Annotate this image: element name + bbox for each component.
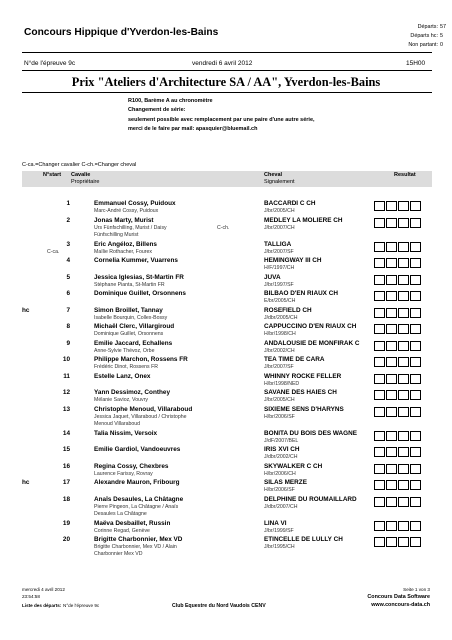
result-box	[398, 464, 409, 474]
col-signalement: Signalement	[264, 179, 295, 185]
result-box	[374, 201, 385, 211]
rider-name: Philippe Marchon, Rossens FR	[94, 356, 188, 363]
hc-flag: hc	[22, 306, 30, 314]
horse-signalement: J/br/1997/SF	[264, 281, 294, 288]
hc-flag: hc	[22, 479, 30, 486]
result-box	[398, 341, 409, 351]
result-box	[410, 480, 421, 490]
horse-name: BILBAO D'EN RIAUX CH	[264, 290, 338, 297]
col-rider: Cavalie	[71, 172, 91, 178]
horse-signalement: J/dbr/2002/CH	[264, 454, 298, 460]
result-box	[374, 390, 385, 400]
start-number: 10	[62, 356, 70, 363]
result-box	[398, 258, 409, 268]
count-label: Non partant:	[408, 42, 438, 48]
result-box	[374, 497, 385, 507]
owner-line: Desaules La Châtagne	[94, 510, 147, 517]
epreuve-number: N°de l'épreuve 9c	[24, 60, 76, 67]
result-box	[398, 497, 409, 507]
horse-name: HEMINGWAY III CH	[264, 257, 322, 264]
rider-name: Emmanuel Cossy, Puidoux	[94, 200, 176, 207]
horse-signalement: H/F/1997/CH	[264, 265, 295, 271]
horse-signalement: J/dbr/2005/CH	[264, 314, 298, 321]
count-value: 57	[440, 24, 446, 30]
result-box	[410, 324, 421, 334]
change-title: Changement de série:	[128, 107, 186, 113]
result-box	[410, 258, 421, 268]
result-box	[410, 407, 421, 417]
start-number: 9	[66, 339, 70, 347]
result-box	[374, 291, 385, 301]
result-box	[398, 537, 409, 547]
start-number: 4	[66, 257, 70, 264]
start-number: 14	[62, 429, 70, 437]
column-header	[22, 171, 432, 187]
owner-line: Corinne Regad, Genève	[94, 527, 150, 534]
owner-line: Pierre Pingeon, La Châtagne / Anaïs	[94, 503, 179, 510]
horse-signalement: J/br/2005/CH	[264, 397, 295, 403]
legend: C-ca.=Changer cavalier C-ch.=Changer cheval	[22, 162, 137, 168]
result-box	[410, 242, 421, 252]
start-number: 5	[66, 273, 70, 281]
col-horse: Cheval	[264, 172, 283, 178]
horse-name: SKYWALKER C CH	[264, 462, 323, 470]
result-box	[386, 324, 397, 334]
start-number: 16	[62, 462, 70, 470]
result-box	[398, 201, 409, 211]
result-box	[374, 357, 385, 367]
result-box	[410, 218, 421, 228]
result-box	[398, 431, 409, 441]
rider-name: Eric Angéloz, Billens	[94, 240, 157, 248]
horse-name: LINA VI	[264, 519, 287, 527]
result-box	[410, 275, 421, 285]
footer-date: mercredi 4 avril 2012	[22, 587, 65, 592]
start-number: 7	[66, 306, 70, 314]
horse-name: ETINCELLE DE LULLY CH	[264, 536, 343, 543]
horse-name: ROSEFIELD CH	[264, 306, 312, 314]
horse-name: IRIS XVI CH	[264, 446, 300, 453]
result-box	[374, 258, 385, 268]
count-value: 5	[440, 33, 443, 39]
result-box	[410, 308, 421, 318]
horse-name: BACCARDI C CH	[264, 200, 316, 207]
start-number: 1	[66, 200, 70, 207]
prize-title: Prix "Ateliers d'Architecture SA / AA", Yverdon-les-Bains	[71, 75, 381, 89]
result-box	[386, 537, 397, 547]
result-box	[386, 390, 397, 400]
result-box	[386, 201, 397, 211]
result-box	[386, 464, 397, 474]
count-row	[356, 33, 446, 42]
result-box	[410, 537, 421, 547]
result-box	[410, 464, 421, 474]
horse-name: SIXIEME SENS D'HARYNS	[264, 405, 344, 413]
footer-page: Seite 1 von 3	[403, 587, 430, 592]
horse-name: WHINNY ROCKE FELLER	[264, 372, 342, 380]
result-box	[398, 291, 409, 301]
horse-name: ANDALOUSIE DE MONFIRAK C	[264, 339, 360, 347]
result-box	[398, 521, 409, 531]
footer-list-epreuve: N°de l'épreuve 9c	[63, 603, 100, 608]
rider-name: Estelle Lanz, Onex	[94, 372, 151, 380]
result-box	[398, 374, 409, 384]
result-box	[398, 357, 409, 367]
horse-signalement: H/br/2006/SF	[264, 413, 295, 420]
owner-line: Stéphane Pianta, St-Martin FR	[94, 281, 165, 288]
result-box	[410, 521, 421, 531]
col-owner: Propriétaire	[71, 179, 100, 185]
org-title: Concours Hippique d'Yverdon-les-Bains	[24, 27, 219, 38]
start-number: 18	[62, 495, 70, 503]
start-number: 13	[62, 405, 70, 413]
result-box	[386, 431, 397, 441]
horse-name: JUVA	[264, 273, 281, 281]
horse-signalement: J/br/2002/CH	[264, 347, 295, 354]
change-horse-flag: C-ch.	[217, 224, 230, 231]
header-divider	[22, 52, 432, 53]
result-box	[386, 275, 397, 285]
horse-name: TALLIGA	[264, 240, 292, 248]
bareme: R100, Barème A au chronomètre	[128, 98, 213, 104]
owner-line: Mélanie Savioz, Vouvry	[94, 397, 148, 403]
owner-line: Fünfschilling Murist	[94, 231, 139, 238]
horse-signalement: H/br/2006/SF	[264, 487, 295, 493]
horse-signalement: H/br/1998/CH	[264, 331, 296, 337]
result-box	[386, 242, 397, 252]
change-line-2: merci de le faire par mail: apasquier@bluemail.ch	[128, 126, 258, 132]
result-box	[398, 308, 409, 318]
owner-line: Charbonnier Mex VD	[94, 551, 143, 557]
col-start: N°start	[43, 172, 62, 178]
change-rider-flag: C-ca.	[47, 248, 60, 255]
result-box	[386, 258, 397, 268]
result-box	[398, 480, 409, 490]
owner-line: Anne-Sylvie Thévoz, Orbe	[94, 347, 155, 354]
count-row	[356, 42, 446, 51]
rider-name: Christophe Menoud, Villaraboud	[94, 405, 193, 413]
col-result: Resultat	[394, 172, 416, 178]
result-box	[374, 308, 385, 318]
result-box	[374, 521, 385, 531]
horse-signalement: J/dbr/2007/CH	[264, 503, 298, 510]
start-number: 6	[66, 290, 70, 297]
result-box	[386, 447, 397, 457]
result-box	[374, 447, 385, 457]
owner-line: Frédéric Dinot, Rossens FR	[94, 364, 158, 370]
result-box	[398, 242, 409, 252]
footer-time: 23:54:58	[22, 594, 40, 599]
horse-signalement: J/dF/2007/BEL	[264, 437, 299, 444]
horse-name: SAVANE DES HAIES CH	[264, 389, 337, 396]
result-box	[374, 464, 385, 474]
result-box	[386, 497, 397, 507]
start-number: 12	[62, 389, 70, 396]
owner-line: Menoud Villaraboud	[94, 420, 141, 427]
owner-line: Marc-André Cossy, Puidoux	[94, 208, 159, 214]
owner-line: Urs Fünfschilling, Murist / Daisy	[94, 224, 167, 231]
rider-name: Simon Broillet, Tannay	[94, 306, 163, 314]
result-box	[374, 480, 385, 490]
result-box	[410, 201, 421, 211]
change-line-1: seulement possible avec remplacement par une paire d'une autre série,	[128, 117, 315, 123]
event-time: 15H00	[406, 60, 426, 67]
owner-line: Laurence Farissy, Rovray	[94, 470, 153, 477]
result-box	[386, 357, 397, 367]
result-box	[386, 407, 397, 417]
horse-name: TEA TIME DE CARA	[264, 356, 325, 363]
horse-signalement: J/br/1999/SF	[264, 527, 294, 534]
owner-line: Maïlie Rothacher, Fourex	[94, 248, 152, 255]
rider-name: Dominique Guillet, Orsonnens	[94, 290, 186, 297]
owner-line: Brigitte Charbonnier, Mex VD / Alain	[94, 544, 177, 550]
result-box	[374, 341, 385, 351]
footer-software: Concours Data Software	[367, 594, 430, 600]
start-number: 3	[66, 240, 70, 248]
start-number: 17	[62, 479, 70, 486]
result-box	[398, 218, 409, 228]
horse-name: BONITA DU BOIS DES WAGNE	[264, 429, 358, 437]
result-box	[410, 341, 421, 351]
result-box	[374, 218, 385, 228]
horse-signalement: J/br/2007/CH	[264, 224, 295, 231]
result-box	[386, 218, 397, 228]
result-box	[410, 390, 421, 400]
result-box	[374, 431, 385, 441]
horse-name: DELPHINE DU ROUMAILLARD	[264, 495, 357, 503]
rider-name: Maëva Desbaillet, Russin	[94, 519, 171, 527]
start-number: 2	[66, 216, 70, 224]
horse-signalement: E/br/2005/CH	[264, 298, 296, 304]
horse-signalement: H/br/1998/NED	[264, 380, 300, 387]
result-box	[398, 275, 409, 285]
horse-signalement: H/br/2006/CH	[264, 470, 296, 477]
horse-name: SILAS MERZE	[264, 479, 307, 486]
title-bottom-rule	[22, 92, 432, 93]
rider-name: Emilie Jaccard, Echallens	[94, 339, 173, 347]
result-box	[386, 480, 397, 490]
result-box	[410, 374, 421, 384]
start-number: 19	[62, 519, 70, 527]
rider-name: Emilie Gardiol, Vandoeuvres	[94, 446, 181, 453]
result-box	[386, 521, 397, 531]
result-box	[386, 374, 397, 384]
count-label: Départs:	[417, 24, 438, 30]
start-number: 15	[62, 446, 70, 453]
result-box	[398, 407, 409, 417]
result-box	[410, 447, 421, 457]
rider-name: Alexandre Mauron, Fribourg	[94, 479, 180, 486]
owner-line: Dominique Guillet, Orsonnens	[94, 331, 164, 337]
rider-name: Jessica Iglesias, St-Martin FR	[94, 273, 184, 281]
start-number: 20	[62, 536, 70, 543]
start-number: 8	[66, 323, 70, 330]
result-box	[398, 447, 409, 457]
result-box	[386, 308, 397, 318]
rider-name: Brigitte Charbonnier, Mex VD	[94, 536, 183, 543]
count-label: Départs hc:	[410, 33, 438, 39]
result-box	[410, 357, 421, 367]
start-number: 11	[63, 372, 70, 380]
result-box	[386, 291, 397, 301]
result-box	[410, 497, 421, 507]
result-box	[374, 324, 385, 334]
rider-name: Michaël Clerc, Villargiroud	[94, 323, 175, 330]
result-box	[410, 431, 421, 441]
horse-signalement: J/br/1995/CH	[264, 544, 295, 550]
result-box	[374, 374, 385, 384]
horse-name: MEDLEY LA MOLIERE CH	[264, 216, 343, 224]
count-value: 0	[440, 42, 443, 48]
horse-signalement: J/br/2007/SF	[264, 248, 294, 255]
rider-name: Cornelia Kummer, Vuarrens	[94, 257, 178, 264]
title-top-rule	[22, 70, 432, 71]
horse-name: CAPPUCCINO D'EN RIAUX CH	[264, 323, 357, 330]
result-box	[374, 275, 385, 285]
footer-list-label: Liste des départs:	[22, 603, 62, 608]
rider-name: Yann Dessimoz, Conthey	[94, 389, 170, 396]
result-box	[410, 291, 421, 301]
horse-signalement: J/br/2005/CH	[264, 208, 295, 214]
result-box	[374, 537, 385, 547]
rider-name: Jonas Marty, Murist	[94, 216, 154, 224]
footer-club: Club Equestre du Nord Vaudois CENV	[172, 603, 266, 609]
result-box	[398, 390, 409, 400]
result-box	[374, 242, 385, 252]
owner-line: Jessica Jaquet, Villaraboud / Christophe	[94, 413, 187, 420]
footer-website: www.concours-data.ch	[371, 602, 430, 608]
event-date: vendredi 6 avril 2012	[192, 60, 253, 67]
owner-line: Isabelle Bourquin, Collex-Bossy	[94, 314, 168, 321]
rider-name: Talia Nissim, Versoix	[94, 429, 158, 437]
rider-name: Anaïs Desaules, La Châtagne	[94, 495, 184, 503]
count-row	[356, 24, 446, 33]
rider-name: Regina Cossy, Chexbres	[94, 462, 169, 470]
result-box	[386, 341, 397, 351]
result-box	[398, 324, 409, 334]
horse-signalement: J/br/2007/SF	[264, 364, 294, 370]
result-box	[374, 407, 385, 417]
